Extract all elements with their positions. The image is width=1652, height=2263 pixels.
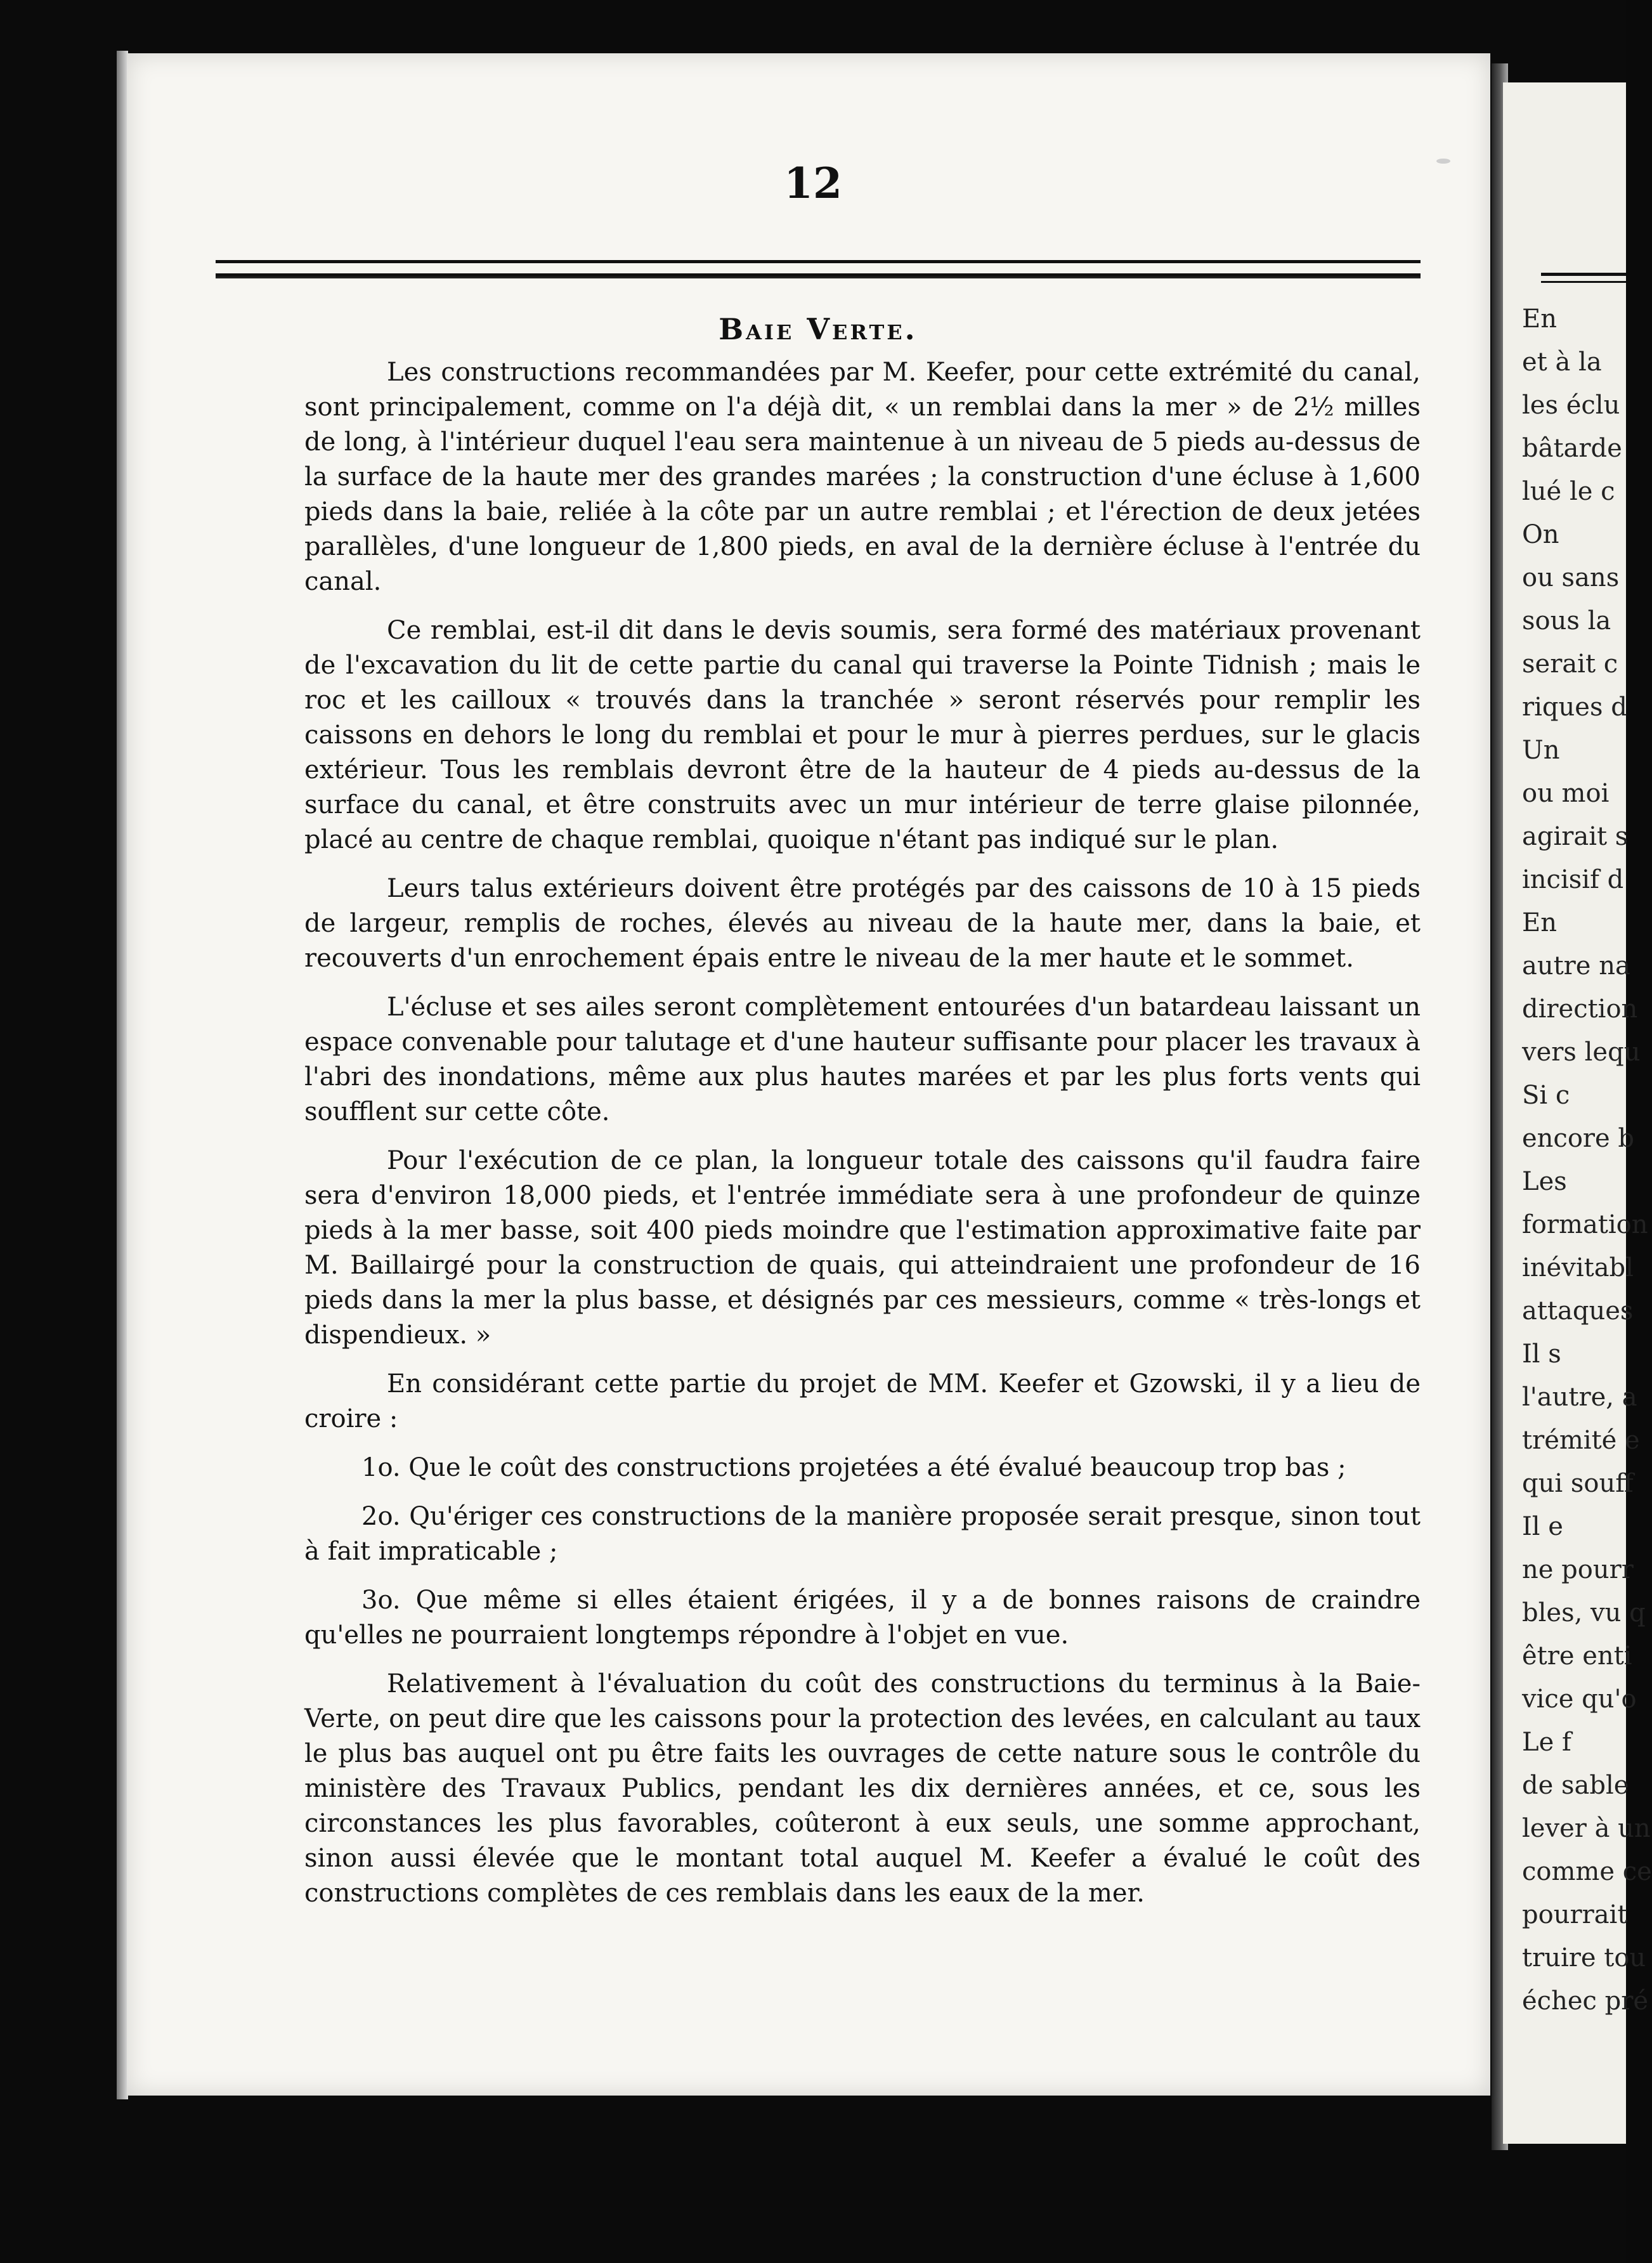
header-rule (216, 260, 1421, 277)
right-page-fragment: attaques (1522, 1296, 1634, 1326)
right-page-fragment: l'autre, a (1522, 1383, 1637, 1412)
right-page-fragment: ou moi (1522, 779, 1610, 808)
right-page-fragment: agirait s (1522, 822, 1629, 851)
right-page-fragment: inévitabl (1522, 1253, 1634, 1282)
right-page-fragment: En (1522, 304, 1557, 334)
right-page-fragment: trémité e (1522, 1426, 1640, 1455)
right-page-fragment: pourrait (1522, 1900, 1628, 1929)
right-page-fragment: Les (1522, 1167, 1567, 1196)
closing-paragraph: Relativement à l'évaluation du coût des constructions du terminus à la Baie-Verte, on peut dire que les caissons pour la protection des levées, en calculant au taux le plus bas auquel ont pu être faits les ouvrages de cette nature sous le contrôle du ministère des Travaux Publics, pendant les dix dernières années, et ce, sous les circonstances les plus favorables, coûteront à eux seuls, une somme approchant, sinon aussi élevée que le montant total auquel M. Keefer a évalué le coût des constructions complètes de ces remblais dans les eaux de la mer. (304, 1669, 1421, 1908)
right-page-fragment: riques d (1522, 693, 1627, 722)
list-item: 1o. Que le coût des constructions projetées a été évalué beaucoup trop bas ; (361, 1453, 1346, 1482)
right-page-fragment: comme ce (1522, 1857, 1652, 1886)
paragraph: Ce remblai, est-il dit dans le devis soumis, sera formé des matériaux provenant de l'excavation du lit de cette partie du canal qui traverse la Pointe Tidnish ; mais le roc et les cailloux « trouvés dans la tranchée » seront réservés pour remplir les caissons en dehors le long du remblai et pour le mur à pierres perdues, sur le glacis extérieur. Tous les remblais devront être de la hauteur de 4 pieds au-dessus de la surface du canal, et être construits avec un mur intérieur de terre glaise pilonnée, placé au centre de chaque remblai, quoique n'étant pas indiqué sur le plan. (304, 616, 1421, 854)
right-page-fragment: échec pré (1522, 1986, 1649, 2016)
paragraph: En considérant cette partie du projet de MM. Keefer et Gzowski, il y a lieu de croire : (304, 1369, 1421, 1433)
right-page-fragment: de sable (1522, 1771, 1629, 1800)
right-page-fragment: direction (1522, 995, 1638, 1024)
right-page-fragment: vice qu'o (1522, 1685, 1637, 1714)
paragraph: Pour l'exécution de ce plan, la longueur totale des caissons qu'il faudra faire sera d'environ 18,000 pieds, et l'entrée immédiate sera à une profondeur de quinze pieds à la mer basse, soit 400 pieds moindre que l'estimation approximative faite par M. Baillairgé pour la construction de quais, qui atteindraient une profondeur de 16 pieds dans la mer la plus basse, et désignés par ces messieurs, comme « très-longs et dispendieux. » (304, 1146, 1421, 1350)
right-page-fragment: lever à un (1522, 1814, 1651, 1843)
right-page-fragment: En (1522, 908, 1557, 937)
section-title: Baie Verte. (719, 312, 918, 346)
right-page-fragment: Un (1522, 736, 1560, 765)
right-page-fragment: lué le c (1522, 477, 1615, 506)
right-page-fragment: serait c (1522, 649, 1618, 679)
right-page-fragment: truire tou (1522, 1943, 1646, 1973)
right-page-fragment: être enti (1522, 1641, 1632, 1671)
right-page-fragment: ne pourr (1522, 1555, 1634, 1584)
paragraph: Les constructions recommandées par M. Keefer, pour cette extrémité du canal, sont principalement, comme on l'a déjà dit, « un remblai dans la mer » de 2½ milles de long, à l'intérieur duquel l'eau sera maintenue à un niveau de 5 pieds au-dessus de la surface de la haute mer des grandes marées ; la construction d'une écluse à 1,600 pieds dans la baie, reliée à la côte par un autre remblai ; et l'érection de deux jetées parallèles, d'une longueur de 1,800 pieds, en aval de la dernière écluse à l'entrée du canal. (304, 358, 1421, 596)
right-page-fragment: vers lequ (1522, 1038, 1641, 1067)
right-page-fragment: autre na (1522, 951, 1630, 981)
right-page-fragment: sous la (1522, 606, 1611, 636)
header-rule-thin (216, 277, 1421, 278)
right-page-fragment: Il e (1522, 1512, 1563, 1541)
right-page-fragment: formation (1522, 1210, 1648, 1239)
right-page-fragment: qui souff (1522, 1469, 1634, 1498)
right-page-fragment: bâtarde (1522, 434, 1622, 463)
right-page-fragment: Si c (1522, 1081, 1570, 1110)
right-page-fragment: Le f (1522, 1728, 1571, 1757)
right-page-fragment: les éclu (1522, 391, 1620, 420)
right-page-fragment: bles, vu q (1522, 1598, 1646, 1627)
list-item: 3o. Que même si elles étaient érigées, il y a de bonnes raisons de craindre qu'elles ne pourraient longtemps répondre à l'objet en vue. (304, 1586, 1421, 1650)
list-item: 2o. Qu'ériger ces constructions de la manière proposée serait presque, sinon tout à fait impraticable ; (304, 1502, 1421, 1566)
right-page-rule (1541, 273, 1626, 283)
page-number: 12 (784, 159, 842, 208)
paragraph: Leurs talus extérieurs doivent être protégés par des caissons de 10 à 15 pieds de largeur, remplis de roches, élevés au niveau de la haute mer, dans la baie, et recouverts d'un enrochement épais entre le niveau de la mer haute et le sommet. (304, 874, 1421, 973)
paragraph: L'écluse et ses ailes seront complètement entourées d'un batardeau laissant un espace convenable pour talutage et d'une hauteur suffisante pour placer les travaux à l'abri des inondations, même aux plus hautes marées et par les plus forts vents qui soufflent sur cette côte. (304, 993, 1421, 1126)
right-page-fragment: et à la (1522, 348, 1602, 377)
right-page-fragment: On (1522, 520, 1559, 549)
right-page-fragment: encore b (1522, 1124, 1635, 1153)
body-text (304, 355, 1421, 1925)
scan-speck (1436, 159, 1450, 164)
right-page-fragment: Il s (1522, 1340, 1561, 1369)
right-page-fragment: ou sans (1522, 563, 1620, 592)
right-page-fragment: incisif d (1522, 865, 1624, 894)
